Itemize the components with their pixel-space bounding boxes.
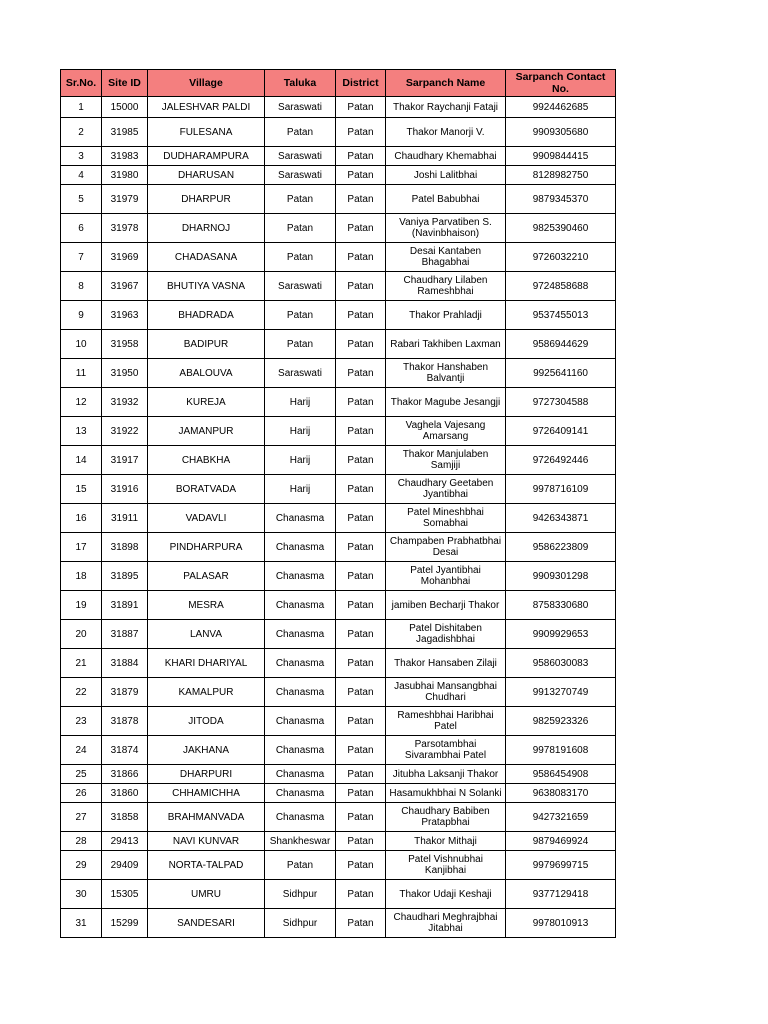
- contact-cell: 9586454908: [506, 765, 616, 784]
- sarpanch-table: [60, 69, 616, 938]
- sr-no-cell: 27: [61, 803, 102, 832]
- table-row: [61, 214, 616, 243]
- sr-no-cell: 19: [61, 591, 102, 620]
- site-id-cell: 31917: [102, 446, 148, 475]
- village-cell: PALASAR: [148, 562, 265, 591]
- village-cell: VADAVLI: [148, 504, 265, 533]
- sr-no-cell: 13: [61, 417, 102, 446]
- taluka-cell: Chanasma: [265, 504, 336, 533]
- sr-no-cell: 9: [61, 301, 102, 330]
- contact-cell: 9925641160: [506, 359, 616, 388]
- sr-no-cell: 4: [61, 166, 102, 185]
- contact-cell: 9638083170: [506, 784, 616, 803]
- table-row: [61, 504, 616, 533]
- sr-no-cell: 18: [61, 562, 102, 591]
- table-row: [61, 330, 616, 359]
- district-cell: Patan: [336, 765, 386, 784]
- village-cell: CHHAMICHHA: [148, 784, 265, 803]
- taluka-cell: Harij: [265, 446, 336, 475]
- contact-cell: 9909929653: [506, 620, 616, 649]
- sr-no-cell: 8: [61, 272, 102, 301]
- table-row: [61, 388, 616, 417]
- table-row: [61, 166, 616, 185]
- site-id-cell: 31860: [102, 784, 148, 803]
- table-row: [61, 243, 616, 272]
- table-row: [61, 707, 616, 736]
- village-cell: DHARPUR: [148, 185, 265, 214]
- sarpanch-name-cell: Vaghela Vajesang Amarsang: [386, 417, 506, 446]
- site-id-cell: 31950: [102, 359, 148, 388]
- district-cell: Patan: [336, 880, 386, 909]
- table-row: [61, 620, 616, 649]
- sr-no-cell: 16: [61, 504, 102, 533]
- taluka-cell: Saraswati: [265, 147, 336, 166]
- village-cell: JAMANPUR: [148, 417, 265, 446]
- header-district: District: [336, 70, 386, 97]
- contact-cell: 9825923326: [506, 707, 616, 736]
- sarpanch-name-cell: Thakor Udaji Keshaji: [386, 880, 506, 909]
- table-row: [61, 803, 616, 832]
- site-id-cell: 31980: [102, 166, 148, 185]
- contact-cell: 9377129418: [506, 880, 616, 909]
- table-row: [61, 649, 616, 678]
- site-id-cell: 31887: [102, 620, 148, 649]
- sr-no-cell: 5: [61, 185, 102, 214]
- district-cell: Patan: [336, 185, 386, 214]
- site-id-cell: 31958: [102, 330, 148, 359]
- taluka-cell: Harij: [265, 417, 336, 446]
- district-cell: Patan: [336, 736, 386, 765]
- sarpanch-name-cell: Desai Kantaben Bhagabhai: [386, 243, 506, 272]
- contact-cell: 9879469924: [506, 832, 616, 851]
- district-cell: Patan: [336, 678, 386, 707]
- sarpanch-name-cell: Patel Babubhai: [386, 185, 506, 214]
- sarpanch-name-cell: Thakor Mithaji: [386, 832, 506, 851]
- contact-cell: 9726409141: [506, 417, 616, 446]
- district-cell: Patan: [336, 330, 386, 359]
- site-id-cell: 31895: [102, 562, 148, 591]
- village-cell: BHADRADA: [148, 301, 265, 330]
- contact-cell: 9978010913: [506, 909, 616, 938]
- sarpanch-name-cell: Chaudhary Babiben Pratapbhai: [386, 803, 506, 832]
- village-cell: JAKHANA: [148, 736, 265, 765]
- village-cell: LANVA: [148, 620, 265, 649]
- table-row: [61, 475, 616, 504]
- village-cell: UMRU: [148, 880, 265, 909]
- contact-cell: 9879345370: [506, 185, 616, 214]
- taluka-cell: Chanasma: [265, 649, 336, 678]
- district-cell: Patan: [336, 909, 386, 938]
- village-cell: BHUTIYA VASNA: [148, 272, 265, 301]
- contact-cell: 9909305680: [506, 118, 616, 147]
- header-sarpanch-contact: Sarpanch Contact No.: [506, 70, 616, 97]
- taluka-cell: Harij: [265, 475, 336, 504]
- table-row: [61, 272, 616, 301]
- taluka-cell: Chanasma: [265, 678, 336, 707]
- site-id-cell: 31983: [102, 147, 148, 166]
- district-cell: Patan: [336, 359, 386, 388]
- sr-no-cell: 10: [61, 330, 102, 359]
- contact-cell: 9924462685: [506, 97, 616, 118]
- sarpanch-name-cell: Champaben Prabhatbhai Desai: [386, 533, 506, 562]
- sr-no-cell: 25: [61, 765, 102, 784]
- taluka-cell: Chanasma: [265, 707, 336, 736]
- taluka-cell: Patan: [265, 185, 336, 214]
- taluka-cell: Patan: [265, 118, 336, 147]
- sarpanch-name-cell: Thakor Prahladji: [386, 301, 506, 330]
- taluka-cell: Chanasma: [265, 803, 336, 832]
- village-cell: JALESHVAR PALDI: [148, 97, 265, 118]
- taluka-cell: Shankheswar: [265, 832, 336, 851]
- sr-no-cell: 3: [61, 147, 102, 166]
- sr-no-cell: 26: [61, 784, 102, 803]
- district-cell: Patan: [336, 118, 386, 147]
- table-row: [61, 765, 616, 784]
- contact-cell: 8128982750: [506, 166, 616, 185]
- taluka-cell: Patan: [265, 330, 336, 359]
- site-id-cell: 31884: [102, 649, 148, 678]
- sr-no-cell: 23: [61, 707, 102, 736]
- district-cell: Patan: [336, 214, 386, 243]
- contact-cell: 9726032210: [506, 243, 616, 272]
- sarpanch-name-cell: Patel Mineshbhai Somabhai: [386, 504, 506, 533]
- table-row: [61, 909, 616, 938]
- contact-cell: 9909844415: [506, 147, 616, 166]
- contact-cell: 9586030083: [506, 649, 616, 678]
- village-cell: SANDESARI: [148, 909, 265, 938]
- district-cell: Patan: [336, 243, 386, 272]
- site-id-cell: 31866: [102, 765, 148, 784]
- village-cell: CHADASANA: [148, 243, 265, 272]
- village-cell: DUDHARAMPURA: [148, 147, 265, 166]
- taluka-cell: Sidhpur: [265, 880, 336, 909]
- contact-cell: 9909301298: [506, 562, 616, 591]
- sarpanch-name-cell: Jitubha Laksanji Thakor: [386, 765, 506, 784]
- district-cell: Patan: [336, 417, 386, 446]
- district-cell: Patan: [336, 562, 386, 591]
- table-row: [61, 533, 616, 562]
- header-site-id: Site ID: [102, 70, 148, 97]
- village-cell: DHARNOJ: [148, 214, 265, 243]
- district-cell: Patan: [336, 851, 386, 880]
- district-cell: Patan: [336, 533, 386, 562]
- taluka-cell: Saraswati: [265, 359, 336, 388]
- table-row: [61, 417, 616, 446]
- sarpanch-name-cell: Thakor Magube Jesangji: [386, 388, 506, 417]
- sr-no-cell: 24: [61, 736, 102, 765]
- district-cell: Patan: [336, 97, 386, 118]
- taluka-cell: Sidhpur: [265, 909, 336, 938]
- taluka-cell: Patan: [265, 243, 336, 272]
- header-sarpanch-name: Sarpanch Name: [386, 70, 506, 97]
- sr-no-cell: 6: [61, 214, 102, 243]
- table-row: [61, 832, 616, 851]
- site-id-cell: 15305: [102, 880, 148, 909]
- village-cell: BADIPUR: [148, 330, 265, 359]
- sr-no-cell: 28: [61, 832, 102, 851]
- taluka-cell: Saraswati: [265, 97, 336, 118]
- sarpanch-name-cell: Vaniya Parvatiben S. (Navinbhaison): [386, 214, 506, 243]
- header-village: Village: [148, 70, 265, 97]
- table-row: [61, 97, 616, 118]
- sr-no-cell: 11: [61, 359, 102, 388]
- village-cell: JITODA: [148, 707, 265, 736]
- table-row: [61, 562, 616, 591]
- village-cell: KUREJA: [148, 388, 265, 417]
- contact-cell: 9586944629: [506, 330, 616, 359]
- contact-cell: 9537455013: [506, 301, 616, 330]
- village-cell: DHARUSAN: [148, 166, 265, 185]
- sr-no-cell: 12: [61, 388, 102, 417]
- taluka-cell: Saraswati: [265, 166, 336, 185]
- sarpanch-name-cell: Rameshbhai Haribhai Patel: [386, 707, 506, 736]
- sarpanch-name-cell: Joshi Lalitbhai: [386, 166, 506, 185]
- taluka-cell: Saraswati: [265, 272, 336, 301]
- table-row: [61, 118, 616, 147]
- district-cell: Patan: [336, 832, 386, 851]
- site-id-cell: 31911: [102, 504, 148, 533]
- site-id-cell: 31967: [102, 272, 148, 301]
- district-cell: Patan: [336, 388, 386, 417]
- site-id-cell: 31932: [102, 388, 148, 417]
- contact-cell: 9825390460: [506, 214, 616, 243]
- sr-no-cell: 14: [61, 446, 102, 475]
- site-id-cell: 31878: [102, 707, 148, 736]
- sarpanch-name-cell: Thakor Hansaben Zilaji: [386, 649, 506, 678]
- taluka-cell: Chanasma: [265, 765, 336, 784]
- sr-no-cell: 1: [61, 97, 102, 118]
- site-id-cell: 15000: [102, 97, 148, 118]
- sarpanch-name-cell: Patel Dishitaben Jagadishbhai: [386, 620, 506, 649]
- sr-no-cell: 20: [61, 620, 102, 649]
- sr-no-cell: 30: [61, 880, 102, 909]
- contact-cell: 9724858688: [506, 272, 616, 301]
- taluka-cell: Chanasma: [265, 784, 336, 803]
- sarpanch-name-cell: Chaudhary Geetaben Jyantibhai: [386, 475, 506, 504]
- village-cell: CHABKHA: [148, 446, 265, 475]
- district-cell: Patan: [336, 784, 386, 803]
- district-cell: Patan: [336, 301, 386, 330]
- table-row: [61, 359, 616, 388]
- site-id-cell: 31858: [102, 803, 148, 832]
- village-cell: NAVI KUNVAR: [148, 832, 265, 851]
- district-cell: Patan: [336, 166, 386, 185]
- site-id-cell: 31879: [102, 678, 148, 707]
- sarpanch-name-cell: Hasamukhbhai N Solanki: [386, 784, 506, 803]
- sr-no-cell: 2: [61, 118, 102, 147]
- taluka-cell: Harij: [265, 388, 336, 417]
- sr-no-cell: 15: [61, 475, 102, 504]
- village-cell: MESRA: [148, 591, 265, 620]
- contact-cell: 9586223809: [506, 533, 616, 562]
- district-cell: Patan: [336, 649, 386, 678]
- contact-cell: 9978716109: [506, 475, 616, 504]
- sr-no-cell: 31: [61, 909, 102, 938]
- taluka-cell: Patan: [265, 851, 336, 880]
- district-cell: Patan: [336, 803, 386, 832]
- village-cell: BORATVADA: [148, 475, 265, 504]
- table-row: [61, 736, 616, 765]
- district-cell: Patan: [336, 707, 386, 736]
- header-taluka: Taluka: [265, 70, 336, 97]
- taluka-cell: Patan: [265, 214, 336, 243]
- taluka-cell: Chanasma: [265, 591, 336, 620]
- contact-cell: 9978191608: [506, 736, 616, 765]
- sarpanch-name-cell: Rabari Takhiben Laxman: [386, 330, 506, 359]
- site-id-cell: 29413: [102, 832, 148, 851]
- table-row: [61, 784, 616, 803]
- site-id-cell: 31963: [102, 301, 148, 330]
- contact-cell: 9427321659: [506, 803, 616, 832]
- contact-cell: 9426343871: [506, 504, 616, 533]
- village-cell: KHARI DHARIYAL: [148, 649, 265, 678]
- district-cell: Patan: [336, 147, 386, 166]
- sarpanch-name-cell: Patel Jyantibhai Mohanbhai: [386, 562, 506, 591]
- taluka-cell: Chanasma: [265, 533, 336, 562]
- sarpanch-name-cell: Chaudhari Meghrajbhai Jitabhai: [386, 909, 506, 938]
- sarpanch-name-cell: Chaudhary Lilaben Rameshbhai: [386, 272, 506, 301]
- sarpanch-name-cell: Patel Vishnubhai Kanjibhai: [386, 851, 506, 880]
- table-row: [61, 446, 616, 475]
- village-cell: BRAHMANVADA: [148, 803, 265, 832]
- site-id-cell: 31979: [102, 185, 148, 214]
- taluka-cell: Chanasma: [265, 736, 336, 765]
- site-id-cell: 31978: [102, 214, 148, 243]
- sarpanch-name-cell: Jasubhai Mansangbhai Chudhari: [386, 678, 506, 707]
- contact-cell: 9726492446: [506, 446, 616, 475]
- sarpanch-name-cell: Chaudhary Khemabhai: [386, 147, 506, 166]
- taluka-cell: Chanasma: [265, 562, 336, 591]
- village-cell: NORTA-TALPAD: [148, 851, 265, 880]
- village-cell: ABALOUVA: [148, 359, 265, 388]
- contact-cell: 9727304588: [506, 388, 616, 417]
- site-id-cell: 29409: [102, 851, 148, 880]
- sarpanch-name-cell: Thakor Manjulaben Samjiji: [386, 446, 506, 475]
- table-row: [61, 678, 616, 707]
- table-row: [61, 147, 616, 166]
- sarpanch-name-cell: Thakor Hanshaben Balvantji: [386, 359, 506, 388]
- sarpanch-name-cell: Thakor Manorji V.: [386, 118, 506, 147]
- contact-cell: 9979699715: [506, 851, 616, 880]
- village-cell: PINDHARPURA: [148, 533, 265, 562]
- sr-no-cell: 21: [61, 649, 102, 678]
- village-cell: KAMALPUR: [148, 678, 265, 707]
- table-row: [61, 880, 616, 909]
- taluka-cell: Chanasma: [265, 620, 336, 649]
- sarpanch-name-cell: Parsotambhai Sivarambhai Patel: [386, 736, 506, 765]
- contact-cell: 8758330680: [506, 591, 616, 620]
- contact-cell: 9913270749: [506, 678, 616, 707]
- site-id-cell: 31985: [102, 118, 148, 147]
- table-row: [61, 301, 616, 330]
- site-id-cell: 31874: [102, 736, 148, 765]
- site-id-cell: 15299: [102, 909, 148, 938]
- district-cell: Patan: [336, 446, 386, 475]
- village-cell: DHARPURI: [148, 765, 265, 784]
- site-id-cell: 31891: [102, 591, 148, 620]
- district-cell: Patan: [336, 620, 386, 649]
- site-id-cell: 31922: [102, 417, 148, 446]
- village-cell: FULESANA: [148, 118, 265, 147]
- sr-no-cell: 7: [61, 243, 102, 272]
- district-cell: Patan: [336, 591, 386, 620]
- sarpanch-name-cell: Thakor Raychanji Fataji: [386, 97, 506, 118]
- sr-no-cell: 17: [61, 533, 102, 562]
- district-cell: Patan: [336, 475, 386, 504]
- header-sr-no: Sr.No.: [61, 70, 102, 97]
- site-id-cell: 31916: [102, 475, 148, 504]
- district-cell: Patan: [336, 272, 386, 301]
- taluka-cell: Patan: [265, 301, 336, 330]
- sarpanch-name-cell: jamiben Becharji Thakor: [386, 591, 506, 620]
- sr-no-cell: 29: [61, 851, 102, 880]
- table-row: [61, 851, 616, 880]
- site-id-cell: 31969: [102, 243, 148, 272]
- header-row: [61, 70, 616, 97]
- table-row: [61, 591, 616, 620]
- sr-no-cell: 22: [61, 678, 102, 707]
- district-cell: Patan: [336, 504, 386, 533]
- site-id-cell: 31898: [102, 533, 148, 562]
- table-row: [61, 185, 616, 214]
